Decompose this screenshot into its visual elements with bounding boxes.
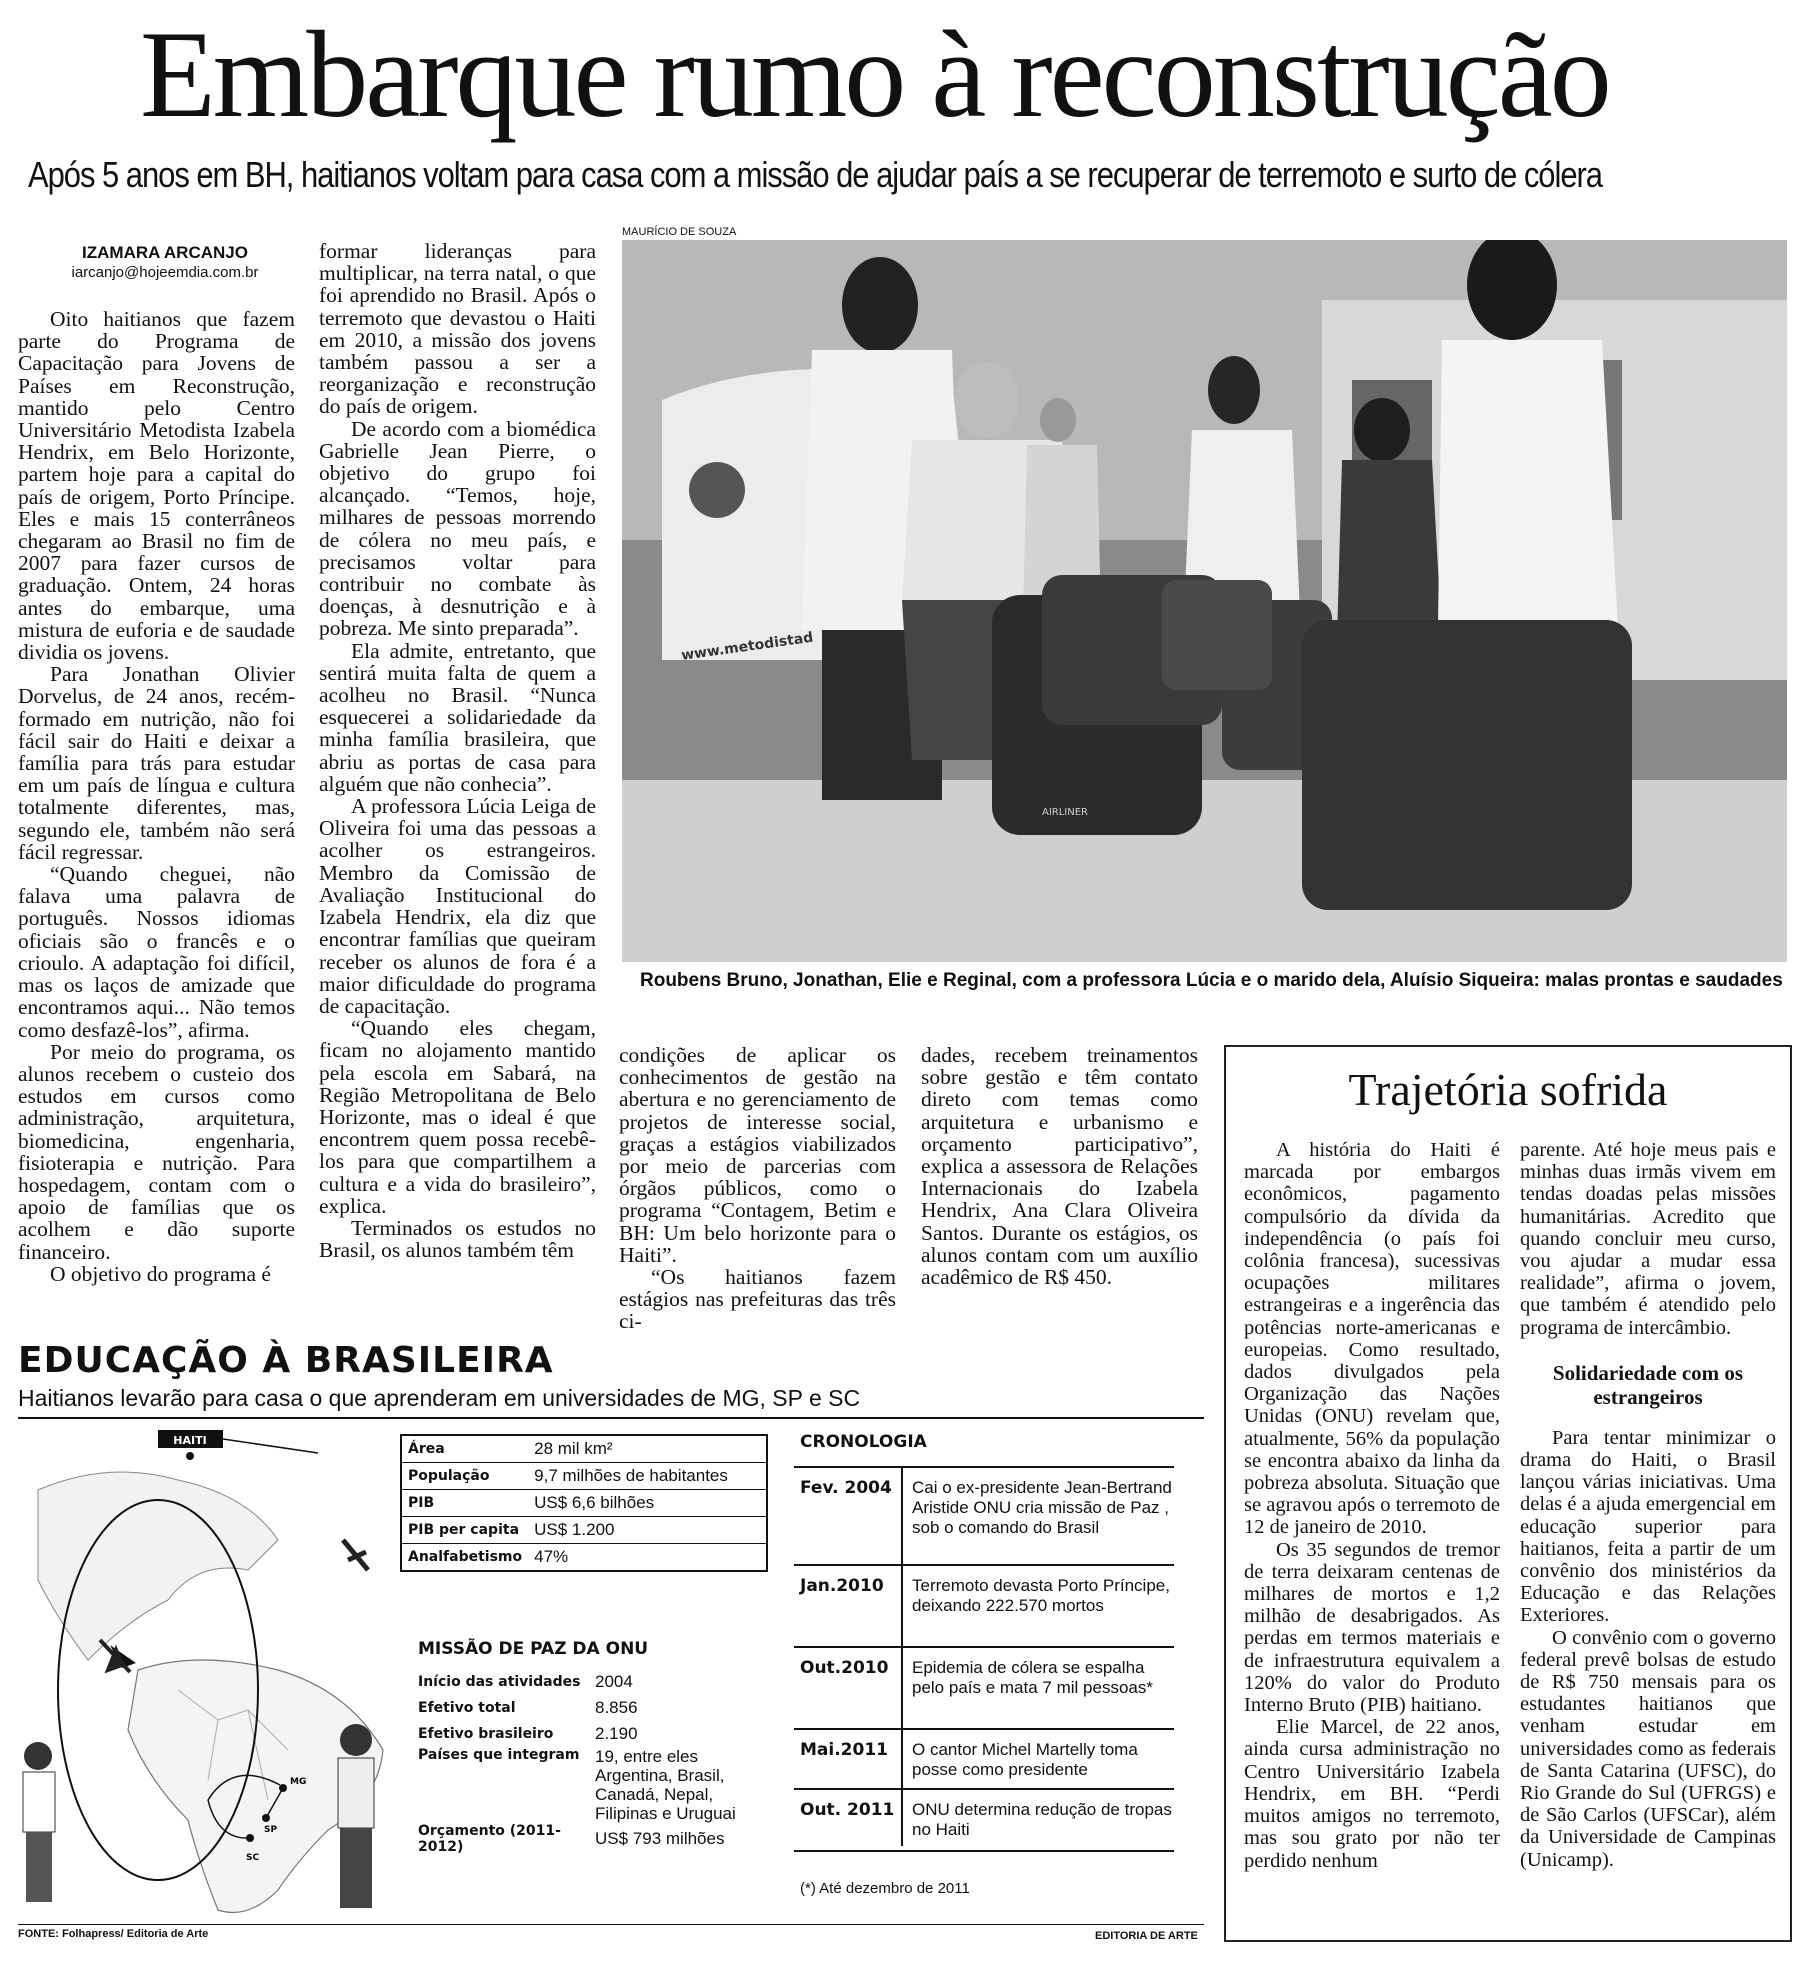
paragraph: Para Jonathan Olivier Dorvelus, de 24 anos, recém-formado em nutrição, não foi fácil sair do Haiti e deixar a família para trás para estudar em um país de língua e cultura totalmente diferentes, mas, segundo ele, também não será fácil regressar.: [18, 662, 295, 864]
byline-author: IZAMARA ARCANJO: [82, 243, 248, 262]
paragraph: “Quando cheguei, não falava uma palavra de português. Nossos idiomas oficiais são o francês e o crioulo. A adaptação foi difícil, mas os laços de amizade que encontramos aqui... Não temos como desfazê-los”, afirma.: [18, 862, 295, 1042]
paragraph: Os 35 segundos de tremor de terra deixaram centenas de milhares de mortos e 1,2 milhão de desabrigados. As perdas em termos materiais e de infraestrutura equivalem a 120% do valor do Produto Interno Bruto (PIB) haitiano.: [1244, 1538, 1500, 1717]
chronology-footnote: (*) Até dezembro de 2011: [800, 1880, 970, 1897]
mission-row: Orçamento (2011-2012) US$ 793 milhões: [418, 1823, 725, 1855]
paragraph: Por meio do programa, os alunos recebem o custeio dos estudos em cursos como administração, arquitetura, biomedicina, engenharia, fisioterapia e nutrição. Para hospedagem, contam com o apoio de famílias que os acolhem e dão suporte financeiro.: [18, 1039, 295, 1264]
article-column-2: [319, 240, 596, 1261]
paragraph: Ela admite, entretanto, que sentirá muita falta de quem a acolheu no Brasil. “Nunca esquecerei a solidariedade da minha família brasileira, que abriu as portas de casa para alguém que não conhecia”.: [319, 638, 596, 796]
chronology-item: Out. 2011 ONU determina redução de tropas no Haiti: [794, 1788, 1174, 1852]
sidebar-column-1: [1244, 1139, 1500, 1872]
map-label-sp: SP: [264, 1825, 278, 1835]
mission-title: MISSÃO DE PAZ DA ONU: [418, 1639, 649, 1659]
paragraph: A história do Haiti é marcada por embargos econômicos, pagamento compulsório da dívida da independência (o país foi colônia francesa), sucessivas ocupações militares estrangeiras e a ingerência das potências norte-americanas e europeias. Como resultado, dados divulgados pela Organização das Nações Unidas (ONU) revelam que, atualmente, 56% da população se encontra abaixo da linha da pobreza absoluta. Situação que se agravou após o terremoto de 12 de janeiro de 2010.: [1244, 1139, 1500, 1539]
photo-illustration: [622, 240, 1787, 962]
chronology: [794, 1432, 1184, 1932]
mission-row: Início das atividades 2004: [418, 1672, 633, 1691]
news-photo: [622, 240, 1787, 962]
article-column-1: [18, 308, 295, 1285]
paragraph: Elie Marcel, de 22 anos, ainda cursa administração no Centro Universitário Izabela Hendrix, em BH. “Perdi muitos amigos no terremoto, mas sou grato por não ter perdido nenhum: [1244, 1716, 1500, 1872]
headline: Embarque rumo à reconstrução: [140, 6, 1609, 143]
infographic-title: EDUCAÇÃO À BRASILEIRA: [18, 1340, 554, 1381]
mission-box: [418, 1639, 778, 1855]
article-column-4: [921, 1044, 1198, 1288]
divider: [18, 1417, 1204, 1419]
paragraph: formar lideranças para multiplicar, na terra natal, o que foi aprendido no Brasil. Após o terremoto que devastou o Haiti em 2010, a missão dos jovens também passou a ser a reorganização e reconstrução do país de origem.: [319, 239, 596, 419]
paragraph: A professora Lúcia Leiga de Oliveira foi uma das pessoas a acolher os estrangeiros. Membro da Comissão de Avaliação Institucional do Izabela Hendrix, ela diz que encontrar famílias que queiram receber os alunos de fora é a maior dificuldade do programa de capacitação.: [319, 794, 596, 1018]
paragraph: parente. Até hoje meus pais e minhas duas irmãs vivem em tendas doadas pelas missões humanitárias. Acredito que quando concluir meu curso, vou ajudar a mudar essa realidade”, afirma o jovem, que também é atendido pelo programa de intercâmbio.: [1520, 1139, 1776, 1339]
infographic-source: FONTE: Folhapress/ Editoria de Arte: [18, 1928, 209, 1940]
luggage-brand: AIRLINER: [1042, 807, 1089, 818]
infographic-subtitle: Haitianos levarão para casa o que aprenderam em universidades de MG, SP e SC: [18, 1385, 861, 1411]
chronology-title: CRONOLOGIA: [800, 1432, 927, 1452]
sidebar-column-2: [1520, 1139, 1776, 1871]
paragraph: De acordo com a biomédica Gabrielle Jean Pierre, o objetivo do grupo foi alcançado. “Temos, hoje, milhares de pessoas morrendo de cólera no meu país, e precisamos voltar para contribuir no combate às doenças, à desnutrição e à pobreza. Me sinto preparada”.: [319, 416, 596, 641]
mission-row: Efetivo brasileiro 2.190: [418, 1724, 638, 1743]
photo-caption: Roubens Bruno, Jonathan, Elie e Reginal, com a professora Lúcia e o marido dela, Aluísio Siqueira: malas prontas e saudades: [640, 970, 1783, 991]
map-label-mg: MG: [290, 1777, 307, 1787]
fact-row: PIB US$ 6,6 bilhões: [402, 1490, 766, 1517]
byline-email[interactable]: iarcanjo@hojeemdia.com.br: [71, 264, 259, 281]
fact-row: PIB per capita US$ 1.200: [402, 1517, 766, 1544]
photo-credit: MAURÍCIO DE SOUZA: [622, 226, 737, 238]
sidebar-title: Trajetória sofrida: [1348, 1064, 1668, 1115]
haiti-facts-box: [400, 1434, 768, 1572]
sidebar-subtitle: Solidariedade com os estrangeiros: [1552, 1360, 1744, 1409]
sidebar-box: [1224, 1045, 1792, 1942]
fact-row: Área 28 mil km²: [402, 1436, 766, 1463]
mission-row: Países que integram 19, entre eles Argentina, Brasil, Canadá, Nepal, Filipinas e Uruguai: [418, 1747, 736, 1823]
paragraph: Oito haitianos que fazem parte do Programa de Capacitação para Jovens de Países em Reconstrução, mantido pelo Centro Universitário Metodista Izabela Hendrix, em Belo Horizonte, partem hoje para a capital do país de origem, Porto Príncipe. Eles e mais 15 conterrâneos chegaram ao Brasil no fim de 2007 para fazer cursos de graduação. Ontem, 24 horas antes do embarque, uma mistura de euforia e de saudade dividia os jovens.: [18, 307, 295, 665]
map-label-sc: SC: [246, 1853, 260, 1863]
chronology-item: Out.2010 Epidemia de cólera se espalha pelo país e mata 7 mil pessoas*: [794, 1646, 1174, 1730]
map-label-haiti: HAITI: [173, 1434, 207, 1447]
paragraph: dades, recebem treinamentos sobre gestão e têm contato direto com temas como arquitetura e urbanismo e orçamento participativo”, explica a assessora de Relações Internacionais do Izabela Hendrix, Ana Clara Oliveira Santos. Durante os estágios, os alunos contam com um auxílio acadêmico de R$ 450.: [921, 1043, 1198, 1290]
chronology-item: Fev. 2004 Cai o ex-presidente Jean-Bertrand Aristide ONU cria missão de Paz , sob o comando do Brasil: [794, 1466, 1174, 1566]
chronology-item: Mai.2011 O cantor Michel Martelly toma posse como presidente: [794, 1728, 1174, 1790]
map-illustration: [18, 1420, 418, 1930]
article-column-3: [619, 1044, 896, 1333]
mission-row: Efetivo total 8.856: [418, 1698, 638, 1717]
van-text: www.metodistad: [680, 629, 815, 664]
paragraph: Terminados os estudos no Brasil, os alunos também têm: [319, 1215, 596, 1263]
divider: [18, 1924, 1204, 1925]
chronology-item: Jan.2010 Terremoto devasta Porto Príncipe, deixando 222.570 mortos: [794, 1564, 1174, 1648]
paragraph: condições de aplicar os conhecimentos de gestão na abertura e no gerenciamento de projetos de interesse social, graças a estágios viabilizados por meio de parcerias com órgãos públicos, como o programa “Contagem, Betim e BH: Um belo horizonte para o Haiti”.: [619, 1043, 896, 1267]
fact-row: Analfabetismo 47%: [408, 1547, 569, 1566]
paragraph: O objetivo do programa é: [50, 1261, 271, 1286]
subheadline: Após 5 anos em BH, haitianos voltam para casa com a missão de ajudar país a se recuperar de terremoto e surto de cólera: [28, 154, 1603, 195]
paragraph: O convênio com o governo federal prevê bolsas de estudo de R$ 750 mensais para os estudantes haitianos que venham estudar em universidades como as federais de Santa Catarina (UFSC), do Rio Grande do Sul (UFRGS) e de São Carlos (UFSCar), além da Universidade de Campinas (Unicamp).: [1520, 1626, 1776, 1871]
paragraph: “Os haitianos fazem estágios nas prefeituras das três ci-: [619, 1265, 896, 1334]
paragraph: Para tentar minimizar o drama do Haiti, o Brasil lançou várias iniciativas. Uma delas é a ajuda emergencial em educação superior para haitianos, feita a partir de um convênio dos ministérios da Educação e das Relações Exteriores.: [1520, 1426, 1776, 1627]
paragraph: “Quando eles chegam, ficam no alojamento mantido pela escola em Sabará, na Região Metropolitana de Belo Horizonte, mas o ideal é que encontrem quem possa recebê-los para que compartilhem a cultura e a vida do brasileiro”, explica.: [319, 1016, 596, 1218]
infographic-credit: EDITORIA DE ARTE: [1095, 1930, 1198, 1942]
fact-row: População 9,7 milhões de habitantes: [402, 1463, 766, 1490]
